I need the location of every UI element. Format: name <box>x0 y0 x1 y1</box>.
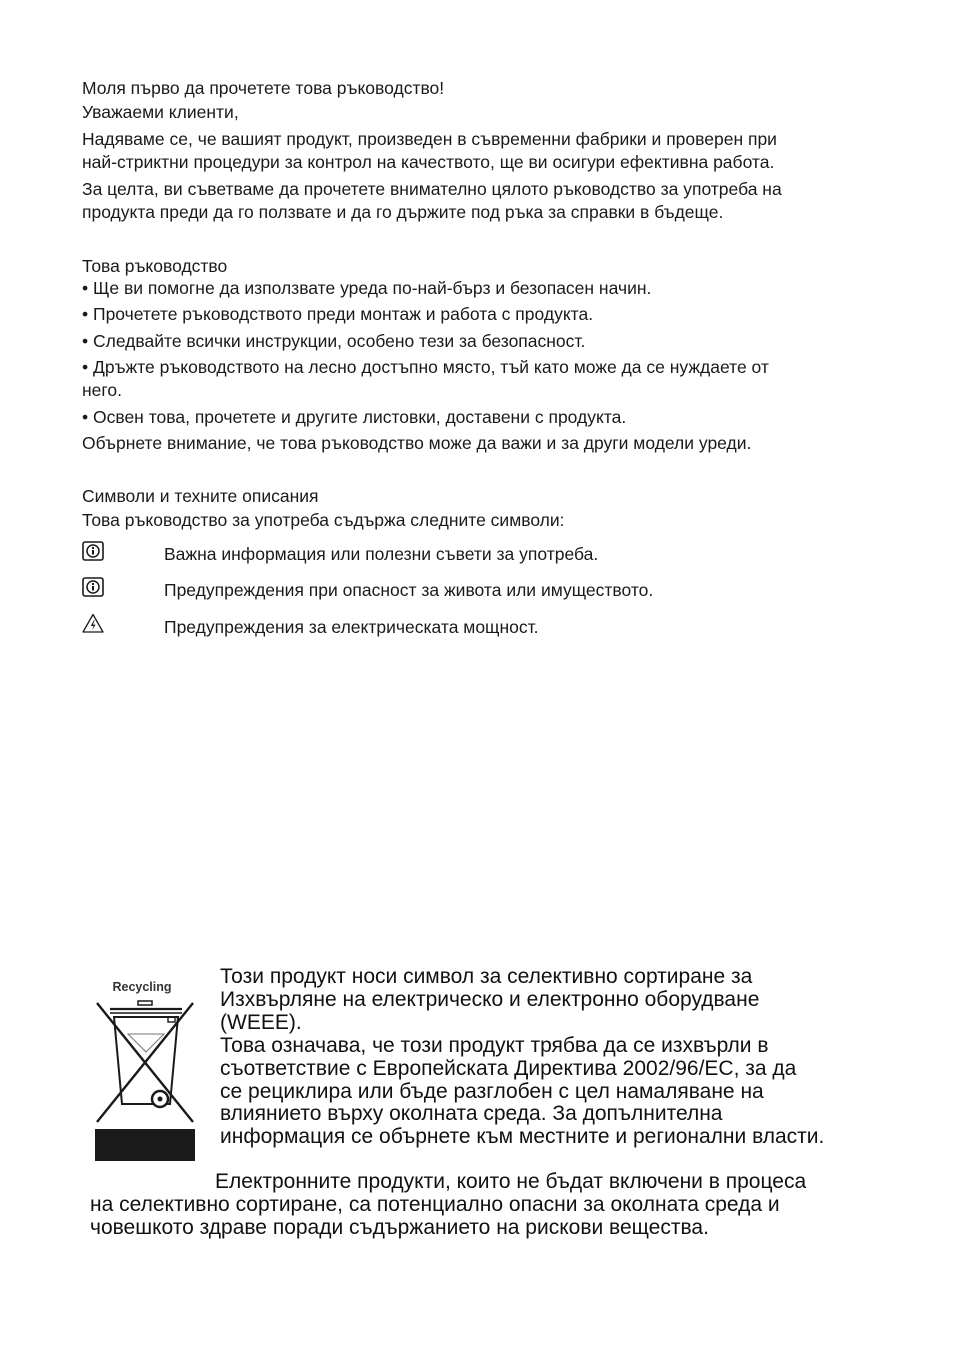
info-icon <box>82 577 104 597</box>
weee-text-line-5: съответствие с Европейската Директива 2002/96/EC, за да <box>220 1057 797 1080</box>
manual-note: Обърнете внимание, че това ръководство може да важи и за други модели уреди. <box>82 433 752 453</box>
weee-text-line-1: Този продукт носи символ за селективно сортиране за <box>220 965 753 988</box>
manual-heading: Това ръководство <box>82 256 228 276</box>
info-icon <box>82 541 104 561</box>
manual-bullet-3: • Следвайте всички инструкции, особено тези за безопасност. <box>82 331 586 351</box>
manual-bullet-4a: • Дръжте ръководството на лесно достъпно място, тъй като може да се нуждаете от <box>82 357 769 377</box>
weee-logo-label: Recycling <box>112 980 172 994</box>
weee-footer-line-3: човешкото здраве поради съдържанието на рискови вещества. <box>90 1216 709 1239</box>
weee-footer-line-2: на селективно сортиране, са потенциално опасни за околната среда и <box>90 1193 780 1216</box>
weee-text-line-3: (WEEE). <box>220 1011 302 1034</box>
weee-text-line-7: влиянието върху околната среда. За допълнителна <box>220 1102 723 1125</box>
symbol-electric-text: Предупреждения за електрическата мощност. <box>164 617 539 637</box>
intro-line-3: Надяваме се, че вашият продукт, произведен в съвременни фабрики и проверен при <box>82 129 777 149</box>
weee-text-line-6: се рециклира или бъде разглобен с цел намаляване на <box>220 1080 764 1103</box>
electric-warning-icon <box>82 613 104 633</box>
weee-text-line-4: Това означава, че този продукт трябва да се изхвърли в <box>220 1034 769 1057</box>
weee-text-line-2: Изхвърляне на електрическо и електронно оборудване <box>220 988 760 1011</box>
manual-bullet-1: • Ще ви помогне да използвате уреда по-най-бърз и безопасен начин. <box>82 278 652 298</box>
weee-footer-line-1: Електронните продукти, които не бъдат включени в процеса <box>215 1170 807 1193</box>
crossed-bin-icon <box>94 1000 196 1126</box>
weee-text-line-8: информация се обърнете към местните и регионални власти. <box>220 1125 825 1148</box>
symbol-info-text: Важна информация или полезни съвети за употреба. <box>164 544 599 564</box>
intro-line-5: За целта, ви съветваме да прочетете внимателно цялото ръководство за употреба на <box>82 179 782 199</box>
symbols-heading: Символи и техните описания <box>82 486 319 506</box>
symbols-intro: Това ръководство за употреба съдържа следните символи: <box>82 510 565 530</box>
intro-line-6: продукта преди да го ползвате и да го държите под ръка за справки в бъдеще. <box>82 202 724 222</box>
manual-bullet-4b: него. <box>82 380 122 400</box>
intro-line-1: Моля първо да прочетете това ръководство! <box>82 78 445 98</box>
symbol-warning-text: Предупреждения при опасност за живота или имуществото. <box>164 580 654 600</box>
weee-black-bar <box>95 1129 195 1161</box>
manual-bullet-5: • Освен това, прочетете и другите листовки, доставени с продукта. <box>82 407 627 427</box>
intro-greeting: Уважаеми клиенти, <box>82 102 239 122</box>
weee-recycling-logo <box>92 976 200 1164</box>
intro-line-4: най-стриктни процедури за контрол на качеството, ще ви осигури ефективна работа. <box>82 152 775 172</box>
manual-bullet-2: • Прочетете ръководството преди монтаж и работа с продукта. <box>82 304 594 324</box>
